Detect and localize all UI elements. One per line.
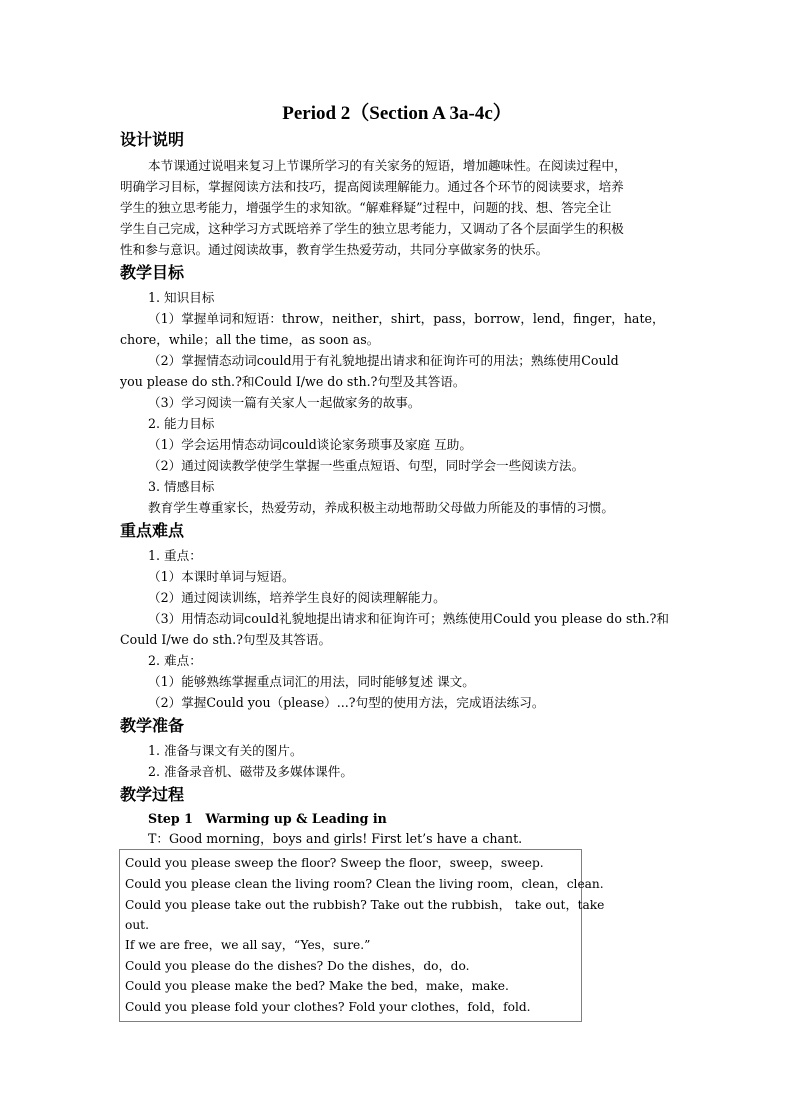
goals-line: （3）学习阅读一篇有关家人一起做家务的故事。 [148, 395, 421, 410]
goals-line: chore，while；all the time，as soon as。 [120, 332, 380, 347]
chant-line: Could you please sweep the floor? Sweep the floor，sweep，sweep. [125, 856, 544, 870]
design-heading: 设计说明 [120, 130, 185, 149]
goals-line: （2）掌握情态动词could用于有礼貌地提出请求和征询许可的用法；熟练使用Could [148, 353, 619, 368]
keypoints-line: （1）本课时单词与短语。 [148, 569, 295, 584]
design-line: 本节课通过说唱来复习上节课所学习的有关家务的短语，增加趣味性。在阅读过程中， [148, 158, 627, 173]
keypoints-line: Could I/we do sth.?句型及其答语。 [120, 632, 332, 647]
process-heading: 教学过程 [120, 785, 185, 804]
chant-line: Could you please fold your clothes? Fold your clothes，fold，fold. [125, 1000, 531, 1014]
goals-line: 3. 情感目标 [148, 479, 215, 494]
chant-line: Could you please make the bed? Make the bed，make，make. [125, 979, 509, 993]
keypoints-line: （2）掌握Could you（please）...?句型的使用方法，完成语法练习。 [148, 695, 545, 710]
prep-line: 1. 准备与课文有关的图片。 [148, 743, 303, 758]
keypoints-line: （3）用情态动词could礼貌地提出请求和征询许可；熟练使用Could you please do sth.?和 [148, 611, 669, 626]
step-heading: Step 1 Warming up & Leading in [148, 811, 387, 826]
goals-heading: 教学目标 [120, 263, 185, 282]
goals-line: 2. 能力目标 [148, 416, 215, 431]
chant-line: Could you please take out the rubbish? Take out the rubbish， take out，take [125, 898, 605, 912]
chant-line: Could you please do the dishes? Do the dishes，do，do. [125, 959, 470, 973]
design-line: 学生自己完成，这种学习方式既培养了学生的独立思考能力，又调动了各个层面学生的积极 [120, 221, 624, 236]
goals-line: 1. 知识目标 [148, 290, 215, 305]
design-line: 学生的独立思考能力，增强学生的求知欲。“解难释疑”过程中，问题的找、想、答完全让 [120, 200, 612, 215]
design-line: 明确学习目标，掌握阅读方法和技巧，提高阅读理解能力。通过各个环节的阅读要求，培养 [120, 179, 624, 194]
goals-line: 教育学生尊重家长，热爱劳动，养成积极主动地帮助父母做力所能及的事情的习惯。 [148, 500, 614, 515]
prep-line: 2. 准备录音机、磁带及多媒体课件。 [148, 764, 353, 779]
chant-line: Could you please clean the living room? Clean the living room，clean，clean. [125, 877, 604, 891]
keypoints-line: 2. 难点： [148, 653, 202, 668]
prep-heading: 教学准备 [120, 716, 185, 735]
goals-line: （1）学会运用情态动词could谈论家务琐事及家庭 互助。 [148, 437, 472, 452]
chant-line: If we are free，we all say，“Yes，sure.” [125, 938, 371, 952]
chant-line: out. [125, 918, 149, 932]
design-line: 性和参与意识。通过阅读故事，教育学生热爱劳动，共同分享做家务的快乐。 [120, 242, 549, 257]
chant-intro: T：Good morning，boys and girls! First let’s have a chant. [148, 831, 523, 846]
goals-line: （1）掌握单词和短语：throw，neither，shirt，pass，borrow，lend，finger，hate， [148, 311, 665, 326]
keypoints-line: 1. 重点： [148, 548, 202, 563]
keypoints-line: （2）通过阅读训练，培养学生良好的阅读理解能力。 [148, 590, 446, 605]
page-title: Period 2（Section A 3a-4c） [282, 103, 512, 124]
goals-line: you please do sth.?和Could I/we do sth.?句型及其答语。 [120, 374, 466, 389]
goals-line: （2）通过阅读教学使学生掌握一些重点短语、句型，同时学会一些阅读方法。 [148, 458, 585, 473]
keypoints-heading: 重点难点 [120, 521, 185, 540]
keypoints-line: （1）能够熟练掌握重点词汇的用法，同时能够复述 课文。 [148, 674, 475, 689]
